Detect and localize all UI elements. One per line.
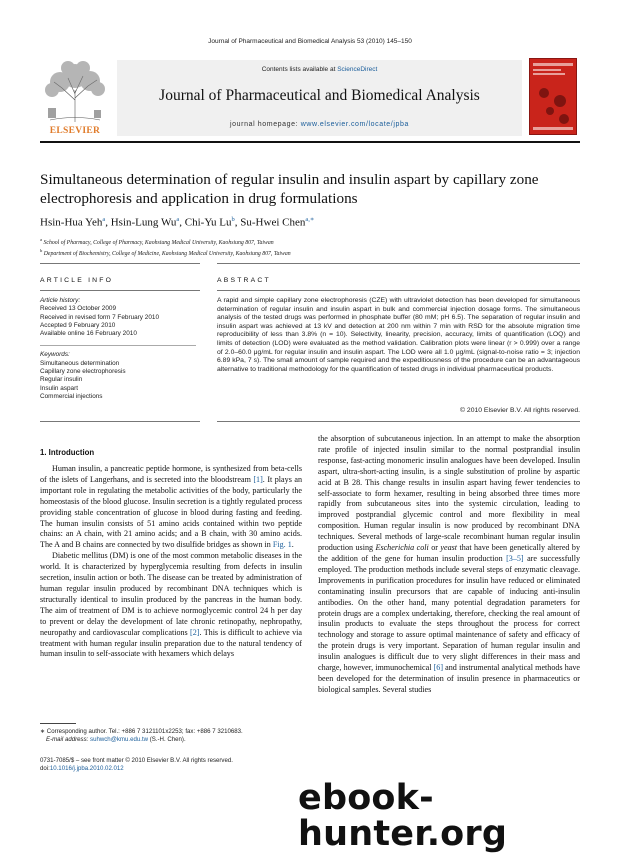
elsevier-tree-icon <box>40 60 110 124</box>
author-affil-marker: a <box>102 216 106 223</box>
body-paragraph <box>40 464 302 551</box>
issn-block <box>40 757 302 773</box>
affiliations <box>40 236 580 258</box>
body-column-right <box>318 434 580 696</box>
abstract-heading: ABSTRACT <box>217 277 271 284</box>
homepage-prefix: journal homepage: <box>230 121 301 128</box>
body-text: that have been genetically altered by the addition of the gene for human insulin production <box>318 543 581 563</box>
homepage-link[interactable]: www.elsevier.com/locate/jpba <box>300 121 409 128</box>
info-bottom-rule <box>40 421 200 422</box>
history-item: Received in revised form 7 February 2010 <box>40 313 159 321</box>
body-text: are successfully employed. The production methods include several steps of enzymatic cleavage. Improvements in purification procedures for insulin have reduced or eliminated contaminating insulin precursors that are capable of inducing anti-insulin antibodies. On the other hand, many potential degradation parameters for protein drugs are a complex undertaking, therefore, checking the real amount of insulin products to evaluate the steps throughout the process for correct technology and storage to assure optimal maintenance of safety and efficacy of the protein drugs is very important. Separation of human regular insulin and insulin analogues is difficult due to very slight differences in their mass and charge, however, immunochemical <box>318 553 580 673</box>
body-text: . <box>291 540 294 550</box>
history-item: Accepted 9 February 2010 <box>40 321 116 329</box>
body-text: . It plays an important role in regulating the metabolic activities of the body, particularly the homeostasis of the blood glucose. Insulin secretion is a tightly regulated process providing stable concentration of glucose in blood during fasting and feeding. The human insulin consists of 51 amino acids contained within two peptide chains: an A chain, with 21 amino acids; and a B chain, with 30 amino acids. The A and B chains are connected by two disulfide bridges as shown in <box>40 474 302 550</box>
citation-link[interactable]: [3–5] <box>506 553 524 563</box>
keyword: Regular insulin <box>40 376 83 384</box>
article-info <box>40 297 196 401</box>
footnote-text: Corresponding author. Tel.: +886 7 3121101x2253; fax: +886 7 3210683. <box>45 728 243 735</box>
abstract-bottom-rule <box>217 421 580 422</box>
corresponding-author-footnote <box>40 728 302 744</box>
keywords-rule <box>40 345 196 346</box>
author-list: Hsin-Hua Yeh$^a$, Hsin-Lung Wu$^a$, Chi-Yu Lu$^b$, Su-Hwei Chen$^{a,∗}$ <box>40 216 315 229</box>
citation-link[interactable]: Fig. 1 <box>272 540 292 550</box>
citation-link[interactable]: [1] <box>253 474 263 484</box>
abstract-head-rule <box>217 290 580 291</box>
body-paragraph <box>40 551 302 660</box>
issn-line: 0731-7085/$ – see front matter © 2010 Elsevier B.V. All rights reserved. <box>40 757 233 764</box>
article-info-heading: ARTICLE INFO <box>40 277 114 284</box>
footnote-rule <box>40 723 76 724</box>
keyword: Commercial injections <box>40 392 103 400</box>
keyword: Simultaneous determination <box>40 359 120 367</box>
citation-link[interactable]: [6] <box>433 663 444 673</box>
affiliation: $^b$ Department of Biochemistry, College of Medicine, Kaohsiung Medical University, Kaohsiung 807, Taiwan <box>40 248 291 258</box>
body-text: Human insulin, a pancreatic peptide hormone, is synthesized from beta-cells of the islets of Langerhans, and is secreted into the bloodstream <box>40 464 302 484</box>
body-text: and instrumental analytical methods have been developed for the determination of insulin presence in pharmaceutics or biological samples. Several studies <box>318 663 580 694</box>
author-name[interactable]: Su-Hwei Chen <box>240 216 306 229</box>
author-name[interactable]: Hsin-Lung Wu <box>110 216 177 229</box>
contents-prefix: Contents lists available at <box>261 66 338 73</box>
author-affil-marker: b <box>231 216 235 223</box>
abstract-top-rule <box>217 263 580 264</box>
body-text: . This is difficult to achieve via treatment with human regular insulin preparation due to the natural tendency of human insulin to self-associate with hexamers which delays <box>40 627 302 659</box>
history-item: Received 13 October 2009 <box>40 305 117 313</box>
author-affil-marker: a,∗ <box>305 216 315 223</box>
abstract-text: A rapid and simple capillary zone electrophoresis (CZE) with ultraviolet detection has been developed for simultaneous determination of regular insulin and insulin aspart in bulk and commercial injection dosage forms. The simultaneous analysis of the tested drugs was performed in phosphate buffer (80 mM; pH 6.5). The separation of regular insulin and insulin aspart was achieved at 13 kV and detection at 200 nm within 7 min with RSD for the absolute migration time reproducibility of less than 3.8% (n = 10). Selectivity, linearity, precision, accuracy, limits of quantification (LOQ) and limits of detection (LOD) were evaluated as the method validation. Calibration plots were linear (r > 0.999) over a range of 2.0–60.0 μg/mL for regular insulin and insulin aspart. The LOD were all 1.0 μg/mL (signal-to-noise ratio = 3; injection 6.89 kPa, 7 s). The small amount of sample required and the expeditiousness of the procedure can be an advantageous alternative to traditional methodology for the quantification of tested drugs in individual pharmaceutical products. <box>217 297 580 373</box>
body-paragraph <box>318 434 580 696</box>
journal-cover-art-icon <box>530 59 576 134</box>
sciencedirect-link[interactable]: ScienceDirect <box>337 66 378 73</box>
body-column-left <box>40 464 302 660</box>
contents-line <box>117 66 522 73</box>
footnote-star: ∗ <box>40 728 46 735</box>
body-text: yeast <box>440 543 458 553</box>
elsevier-logo <box>40 60 110 136</box>
email-label: E-mail address: <box>46 736 91 744</box>
body-text: or <box>428 543 441 553</box>
running-head: Journal of Pharmaceutical and Biomedical Analysis 53 (2010) 145–150 <box>208 38 412 45</box>
article-title: Simultaneous determination of regular insulin and insulin aspart by capillary zone electrophoresis and application in drug formulations <box>40 171 539 207</box>
keyword: Capillary zone electrophoresis <box>40 368 126 376</box>
journal-title: Journal of Pharmaceutical and Biomedical Analysis <box>159 87 480 104</box>
body-text: the absorption of subcutaneous injection. In an attempt to make the absorption rate profile of injected insulin similar to the normal postprandial insulin response, fast-acting monomeric insulin analogues have been developed. Insulin aspart, ultra-short-acting insulin, is a single substitution of proline by aspartic acid at B 28. This change results in insulin aspart having fewer tendencies to self-associate to form hexamer, resulting in being absorbed three times more rapidly from subcutaneous sites into the systemic circulation, leading to improved postprandial glycemic control and more flexibility in meal composition. Human regular insulin is now produced by recombinant DNA techniques. Several methods of large-scale recombinant human regular insulin production using <box>318 434 580 553</box>
email-link[interactable]: suhwch@kmu.edu.tw <box>90 736 149 744</box>
email-suffix: (S.-H. Chen). <box>148 736 186 744</box>
publisher-name: ELSEVIER <box>49 126 101 136</box>
introduction-heading: 1. Introduction <box>40 448 95 457</box>
history-label: Article history: <box>40 297 81 304</box>
body-text: Escherichia coli <box>375 543 429 553</box>
citation-link[interactable]: [2] <box>190 627 200 637</box>
abstract-copyright: © 2010 Elsevier B.V. All rights reserved. <box>460 407 580 414</box>
watermark: ebook-hunter.org <box>298 778 508 854</box>
body-text: Diabetic mellitus (DM) is one of the most common metabolic diseases in the world. It is characterized by hyperglycemia resulting from defects in insulin secretion, insulin action or both. The disease can be treated by administration of human regular insulin produced by recombinant DNA techniques which is structurally identical to insulin produced by the pancreas in the human body. The aim of treatment of DM is to achieve normoglycemic control 24 h per day to prevent or delay the development of late chronic retinopathy, nephropathy, neuropathy and cardiovascular complications <box>40 551 302 637</box>
affiliation: $^a$ School of Pharmacy, College of Pharmacy, Kaohsiung Medical University, Kaohsiung 807, Taiwan <box>40 237 274 246</box>
info-head-rule <box>40 290 200 291</box>
author-name[interactable]: Hsin-Hua Yeh <box>40 216 103 229</box>
history-item: Available online 16 February 2010 <box>40 330 137 338</box>
journal-cover-thumbnail <box>529 58 577 135</box>
author-name[interactable]: Chi-Yu Lu <box>184 216 232 229</box>
keyword: Insulin aspart <box>40 384 79 392</box>
keywords-label: Keywords: <box>40 351 70 359</box>
homepage-line <box>117 121 522 128</box>
info-top-rule <box>40 263 200 264</box>
masthead-rule <box>40 141 580 143</box>
journal-banner <box>117 60 522 136</box>
doi-link[interactable]: 10.1016/j.jpba.2010.02.012 <box>49 765 124 773</box>
author-affil-marker: a <box>176 216 180 223</box>
doi-prefix: doi: <box>40 765 50 773</box>
